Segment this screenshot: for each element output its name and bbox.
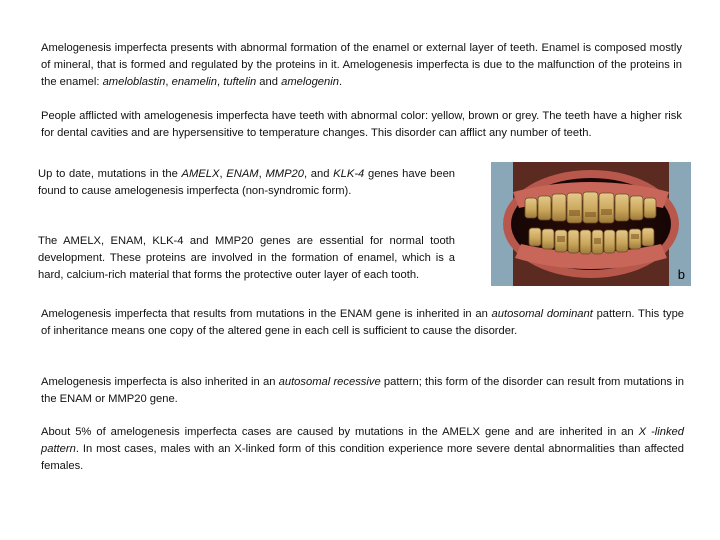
- paragraph-autosomal-recessive: [41, 374, 684, 408]
- inheritance-term: X -linked pattern: [41, 426, 684, 455]
- paragraph-mutations: [38, 166, 455, 200]
- paragraph-symptoms: People afflicted with amelogenesis imperfecta have teeth with abnormal color: yellow, brown or grey. The teeth have a higher risk for dental cavities and are hypersensitive to temperature changes. This disorder can afflict any number of teeth.: [41, 110, 682, 139]
- protein-name: enamelin: [171, 76, 218, 88]
- text-run: pattern; this form of the disorder can result from mutations in the ENAM or MMP20 gene.: [41, 376, 684, 405]
- gene-name: MMP20: [265, 168, 304, 180]
- text-run: and: [256, 76, 282, 88]
- protein-name: tuftelin: [223, 76, 257, 88]
- text-run: Amelogenesis imperfecta is also inherited in an: [41, 376, 279, 388]
- text-run: genes have been found to cause amelogenesis imperfecta (non-syndromic form).: [38, 168, 456, 197]
- text-run: Up to date, mutations in the: [38, 168, 182, 180]
- paragraph-gene-function: The AMELX, ENAM, KLK-4 and MMP20 genes are essential for normal tooth development. These proteins are involved in the formation of enamel, which is a hard, calcium-rich material that forms the protective outer layer of each tooth.: [38, 235, 455, 281]
- protein-name: amelogenin: [281, 76, 339, 88]
- gene-name: AMELX: [181, 168, 220, 180]
- paragraph-intro: [41, 40, 682, 91]
- gene-name: KLK-4: [333, 168, 365, 180]
- paragraph-x-linked: [41, 424, 684, 475]
- text-run: ,: [217, 76, 224, 88]
- text-run: Amelogenesis imperfecta presents with abnormal formation of the enamel or external layer of teeth. Enamel is composed mostly of mineral, that is formed and regulated by the proteins in it. Amelogenesis imperfecta is due to the malfunction of the proteins in the enamel:: [41, 42, 682, 88]
- inheritance-term: autosomal recessive: [278, 376, 381, 388]
- text-run: , and: [303, 168, 334, 180]
- teeth-photo-illustration: [491, 162, 691, 286]
- text-run: ,: [165, 76, 172, 88]
- text-run: ,: [219, 168, 227, 180]
- inheritance-term: autosomal dominant: [491, 308, 593, 320]
- text-run: Amelogenesis imperfecta that results from mutations in the ENAM gene is inherited in an: [41, 308, 492, 320]
- paragraph-autosomal-dominant: [41, 306, 684, 340]
- figure-label: b: [677, 267, 685, 282]
- text-run: .: [338, 76, 343, 88]
- protein-name: ameloblastin: [102, 76, 166, 88]
- text-run: About 5% of amelogenesis imperfecta cases are caused by mutations in the AMELX gene and are inherited in an: [41, 426, 639, 438]
- teeth-photo: [491, 162, 691, 286]
- text-run: pattern. This type of inheritance means one copy of the altered gene in each cell is sufficient to cause the disorder.: [41, 308, 685, 337]
- text-run: . In most cases, males with an X-linked form of this condition experience more severe dental abnormalities than affected females.: [41, 443, 684, 472]
- text-run: ,: [258, 168, 266, 180]
- gene-name: ENAM: [226, 168, 259, 180]
